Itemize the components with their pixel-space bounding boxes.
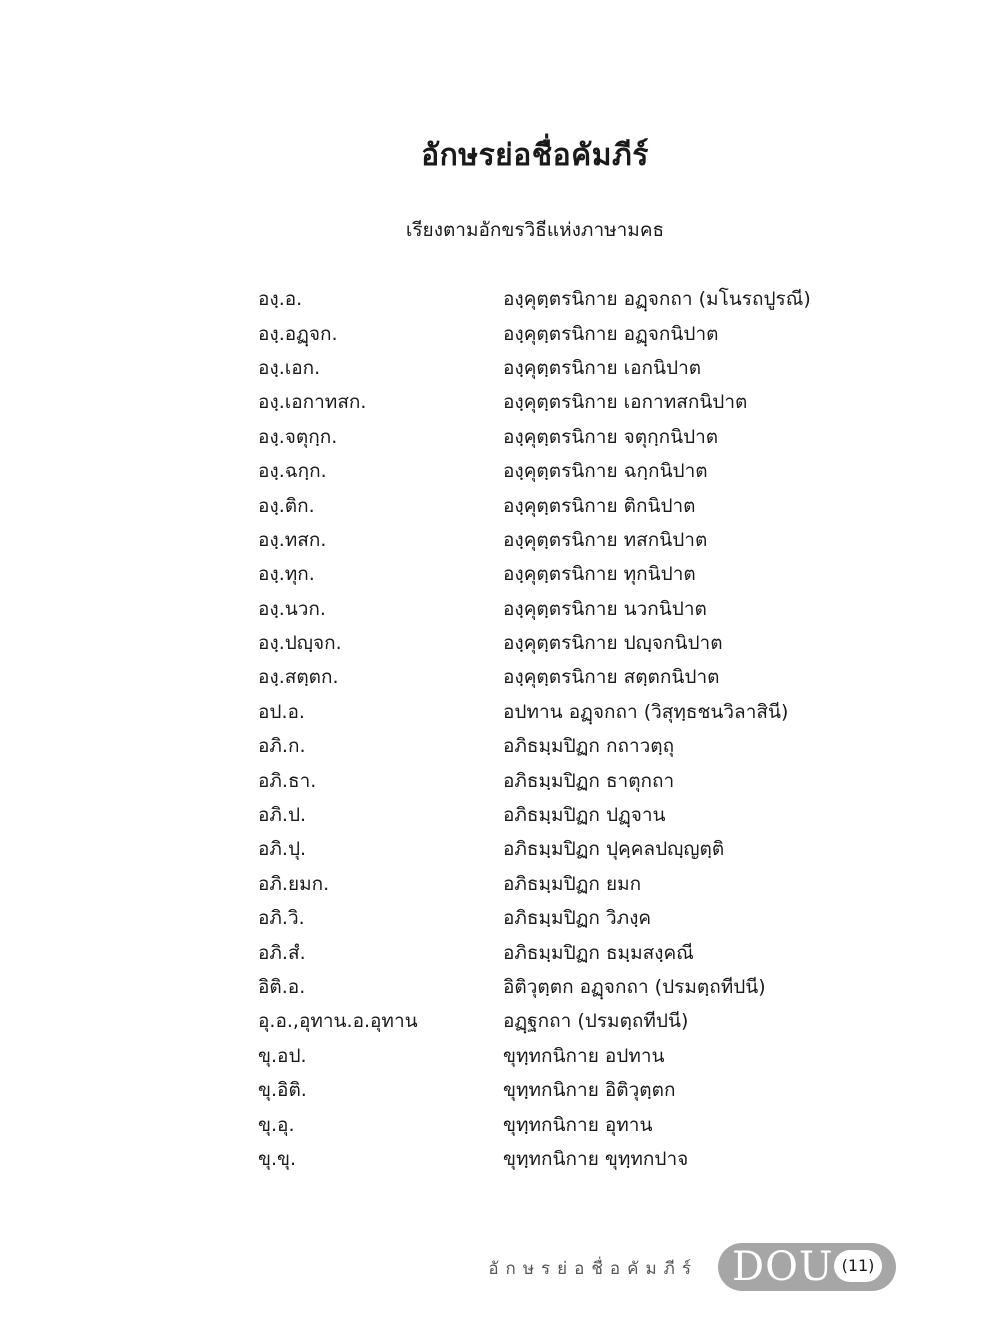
- abbreviation: องฺ.จตุกฺก.: [258, 425, 338, 448]
- abbreviation: องฺ.เอกาทสก.: [258, 391, 367, 414]
- full-title: องฺคุตฺตรนิกาย เอกาทสกนิปาต: [503, 391, 748, 414]
- running-title: อักษรย่อชื่อคัมภีร์: [488, 1259, 698, 1279]
- abbreviation: ขุ.ขุ.: [258, 1147, 297, 1170]
- abbreviation-list: [258, 282, 878, 1176]
- full-title: อภิธมฺมปิฏก ธาตุกถา: [503, 769, 675, 792]
- full-title: อภิธมฺมปิฏก ปุคฺคลปญฺญตฺติ: [503, 838, 725, 861]
- page-title: อักษรย่อชื่อคัมภีร์: [421, 138, 649, 173]
- dou-logo: DOU: [732, 1244, 834, 1290]
- abbreviation-row: [258, 454, 878, 488]
- full-title: องฺคุตฺตรนิกาย อฏฺจกนิปาต: [503, 322, 719, 345]
- abbreviation: ขุ.อิติ.: [258, 1079, 307, 1102]
- full-title: องฺคุตฺตรนิกาย เอกนิปาต: [503, 356, 702, 379]
- abbreviation-row: [258, 901, 878, 935]
- abbreviation: อุ.อ.,อุทาน.อ.อุทาน: [258, 1010, 418, 1033]
- abbreviation-row: [258, 935, 878, 969]
- abbreviation-row: [258, 626, 878, 660]
- abbreviation: อภิ.สํ.: [258, 941, 306, 964]
- abbreviation-row: [258, 523, 878, 557]
- full-title: อปทาน อฏฺจกถา (วิสุทฺธชนวิลาสินี): [503, 700, 789, 723]
- abbreviation: องฺ.นวก.: [258, 597, 326, 620]
- full-title: องฺคุตฺตรนิกาย ติกนิปาต: [503, 494, 696, 517]
- abbreviation: องฺ.ติก.: [258, 494, 315, 517]
- abbreviation: อป.อ.: [258, 700, 305, 723]
- full-title: องฺคุตฺตรนิกาย อฏฺจกถา (มโนรถปูรณี): [503, 288, 811, 311]
- abbreviation: อภิ.ยมก.: [258, 872, 330, 895]
- full-title: ขุทฺทกนิกาย อิติวุตฺตก: [503, 1079, 676, 1102]
- full-title: อภิธมฺมปิฏก ธมฺมสงฺคณี: [503, 941, 694, 964]
- full-title: องฺคุตฺตรนิกาย ปญฺจกนิปาต: [503, 632, 723, 655]
- full-title: องฺคุตฺตรนิกาย ฉกฺกนิปาต: [503, 460, 708, 483]
- full-title: อภิธมฺมปิฏก กถาวตฺถุ: [503, 735, 675, 758]
- abbreviation-row: [258, 351, 878, 385]
- abbreviation: ขุ.อุ.: [258, 1113, 295, 1136]
- abbreviation: องฺ.ฉกฺก.: [258, 460, 327, 483]
- abbreviation-row: [258, 660, 878, 694]
- abbreviation-row: [258, 1073, 878, 1107]
- full-title: อิติวุตฺตก อฏฺจกถา (ปรมตฺถทีปนี): [503, 976, 766, 998]
- full-title: องฺคุตฺตรนิกาย ทสกนิปาต: [503, 528, 708, 551]
- page-footer: [0, 1243, 1000, 1293]
- abbreviation: องฺ.อ.: [258, 288, 303, 311]
- abbreviation-row: [258, 1107, 878, 1141]
- page-number: (11): [834, 1250, 882, 1282]
- abbreviation: องฺ.อฏฺจก.: [258, 322, 338, 345]
- abbreviation: อภิ.ธา.: [258, 769, 317, 792]
- abbreviation-row: [258, 867, 878, 901]
- abbreviation-row: [258, 1142, 878, 1176]
- abbreviation: องฺ.ปญฺจก.: [258, 632, 342, 655]
- dou-badge: [718, 1243, 896, 1291]
- abbreviation-row: [258, 282, 878, 316]
- abbreviation: อิติ.อ.: [258, 976, 306, 998]
- abbreviation: องฺ.สตฺตก.: [258, 666, 339, 689]
- abbreviation-row: [258, 729, 878, 763]
- abbreviation: อภิ.ปุ.: [258, 838, 307, 861]
- abbreviation-row: [258, 488, 878, 522]
- full-title: องฺคุตฺตรนิกาย สตฺตกนิปาต: [503, 666, 720, 689]
- full-title: องฺคุตฺตรนิกาย จตุกฺกนิปาต: [503, 425, 719, 448]
- full-title: องฺคุตฺตรนิกาย นวกนิปาต: [503, 597, 707, 620]
- abbreviation-row: [258, 798, 878, 832]
- full-title: องฺคุตฺตรนิกาย ทุกนิปาต: [503, 563, 696, 586]
- abbreviation-row: [258, 385, 878, 419]
- abbreviation-row: [258, 316, 878, 350]
- full-title: อฏฺฐกถา (ปรมตฺถทีปนี): [503, 1010, 689, 1033]
- abbreviation: องฺ.ทุก.: [258, 563, 315, 586]
- abbreviation-row: [258, 557, 878, 591]
- abbreviation: อภิ.ก.: [258, 735, 306, 758]
- full-title: ขุทฺทกนิกาย อุทาน: [503, 1113, 653, 1136]
- abbreviation-row: [258, 763, 878, 797]
- abbreviation-row: [258, 832, 878, 866]
- abbreviation-row: [258, 592, 878, 626]
- abbreviation-row: [258, 1039, 878, 1073]
- full-title: ขุทฺทกนิกาย ขุทฺทกปาจ: [503, 1147, 689, 1170]
- abbreviation-row: [258, 420, 878, 454]
- abbreviation-row: [258, 1004, 878, 1038]
- abbreviation: อภิ.ป.: [258, 804, 307, 827]
- abbreviation: องฺ.เอก.: [258, 356, 321, 379]
- abbreviation: อภิ.วิ.: [258, 907, 305, 930]
- full-title: อภิธมฺมปิฏก ยมก: [503, 872, 642, 895]
- page-subtitle: เรียงตามอักขรวิธีแห่งภาษามคธ: [405, 219, 665, 241]
- abbreviation-row: [258, 695, 878, 729]
- full-title: อภิธมฺมปิฏก ปฏฺจาน: [503, 804, 666, 827]
- abbreviation: ขุ.อป.: [258, 1044, 307, 1067]
- abbreviation: องฺ.ทสก.: [258, 528, 327, 551]
- full-title: อภิธมฺมปิฏก วิภงฺค: [503, 907, 652, 930]
- abbreviation-row: [258, 970, 878, 1004]
- full-title: ขุทฺทกนิกาย อปทาน: [503, 1044, 665, 1067]
